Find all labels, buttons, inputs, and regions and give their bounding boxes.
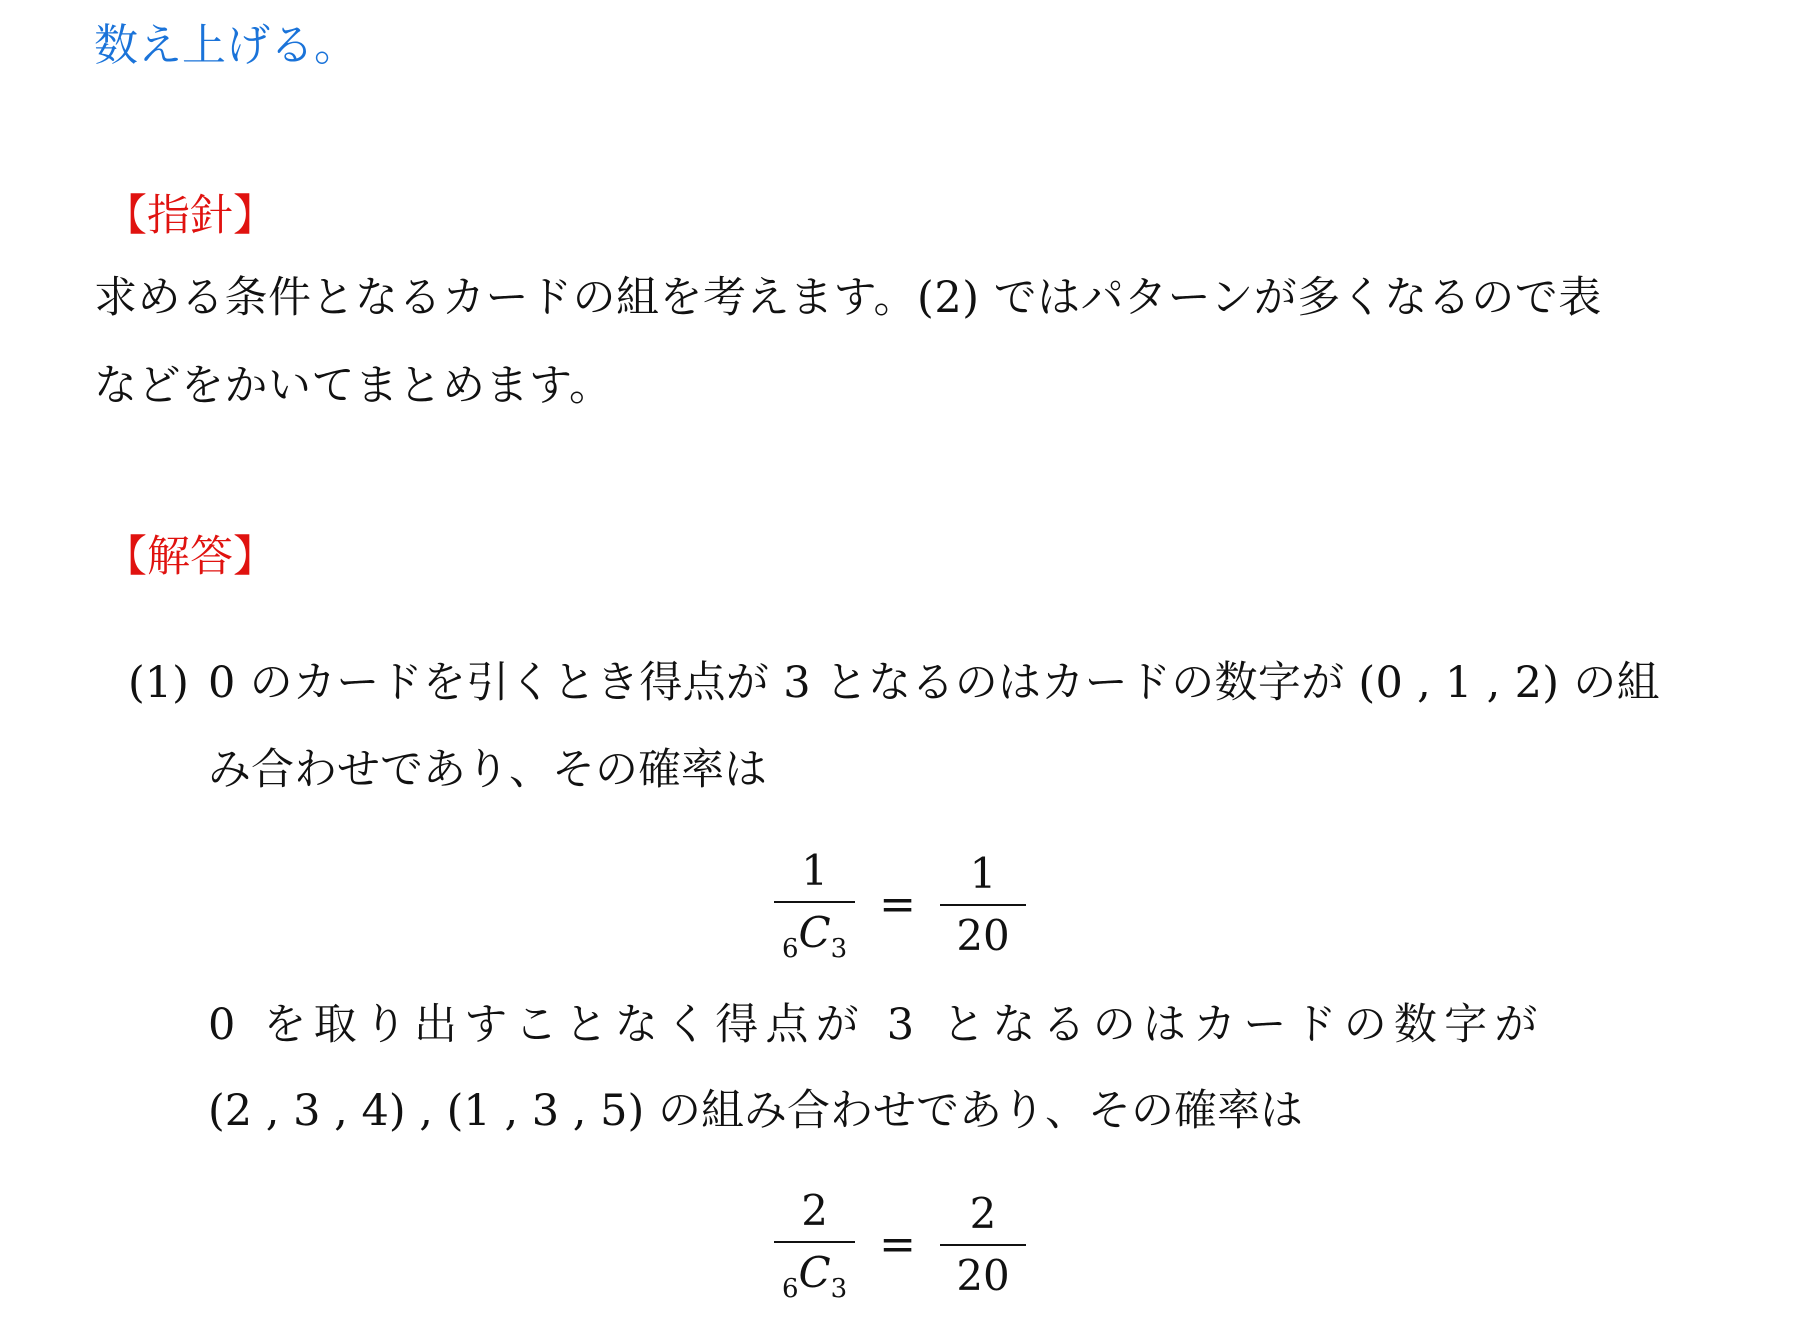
fraction-numerator: 2 [801, 1186, 828, 1235]
fraction-denominator [774, 1241, 855, 1305]
answer-para-1-line-2: み合わせであり、その確率は [208, 745, 767, 795]
fraction-denominator: 20 [940, 904, 1026, 962]
fraction-rhs [940, 1188, 1026, 1302]
probability-equation-2 [0, 1180, 1800, 1310]
fraction-numerator: 1 [969, 849, 997, 898]
fraction-lhs [774, 1185, 855, 1305]
equals-sign: = [879, 879, 917, 930]
combination-symbol: C [798, 1248, 831, 1297]
fraction-numerator: 2 [969, 1189, 997, 1238]
hint-text-line-2: などをかいてまとめます。 [94, 361, 613, 411]
item-number-1: (1) [128, 658, 189, 708]
answer-para-2-line-1: 0 を取り出すことなく得点が 3 となるのはカードの数字が [208, 1000, 1545, 1050]
hint-heading: 【指針】 [104, 191, 276, 241]
fraction-numerator: 1 [801, 846, 828, 895]
fraction-lhs [774, 845, 855, 965]
fraction-denominator [774, 901, 855, 965]
combination-symbol: C [798, 908, 831, 957]
answer-heading: 【解答】 [104, 532, 276, 582]
answer-para-1-line-1: 0 のカードを引くとき得点が 3 となるのはカードの数字が (0 , 1 , 2) の組 [208, 658, 1660, 708]
probability-equation-1 [0, 840, 1800, 970]
combination-r: 3 [830, 934, 848, 964]
top-link-text[interactable]: 数え上げる。 [94, 20, 358, 71]
combination-n: 6 [781, 934, 799, 964]
equals-sign: = [879, 1219, 917, 1270]
combination-n: 6 [781, 1274, 799, 1304]
fraction-denominator: 20 [940, 1244, 1026, 1302]
answer-para-2-line-2: (2 , 3 , 4) , (1 , 3 , 5) の組み合わせであり、その確率は [208, 1086, 1303, 1136]
combination-r: 3 [830, 1274, 848, 1304]
hint-text-line-1: 求める条件となるカードの組を考えます。(2) ではパターンが多くなるので表 [94, 273, 1602, 323]
fraction-rhs [940, 848, 1026, 962]
